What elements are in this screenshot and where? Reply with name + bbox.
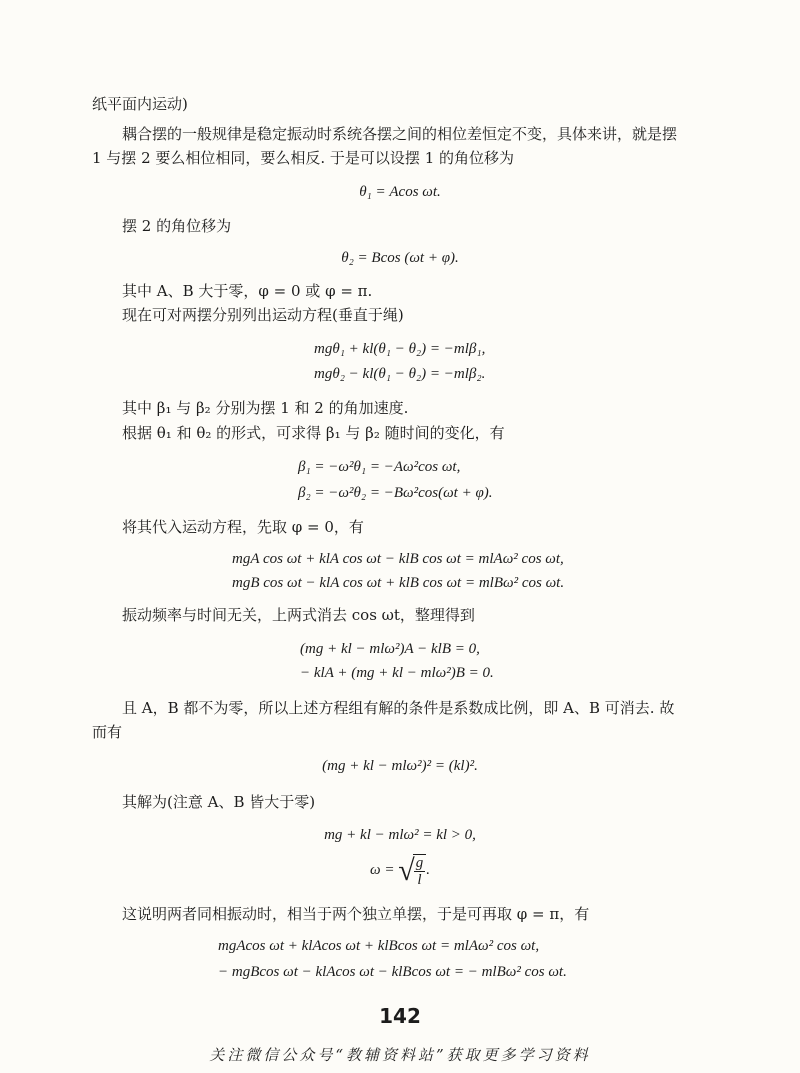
text-line: 现在可对两摆分别列出运动方程(垂直于绳) <box>122 306 404 324</box>
text-line: 将其代入运动方程，先取 φ = 0，有 <box>122 518 364 536</box>
text-line: 根据 θ₁ 和 θ₂ 的形式，可求得 β₁ 与 β₂ 随时间的变化，有 <box>122 424 505 442</box>
fraction-denominator: l <box>414 871 424 888</box>
equation: mgθ₁ + kl(θ₁ − θ₂) = −mlβ₁, <box>314 341 486 357</box>
fraction <box>413 854 427 888</box>
text-line: 这说明两者同相振动时，相当于两个独立单摆，于是可再取 φ = π，有 <box>122 905 590 923</box>
equation: θ₁ = Acos ωt. <box>359 184 441 200</box>
text-line: 其解为(注意 A、B 皆大于零) <box>122 793 316 811</box>
equation: mgθ₂ − kl(θ₁ − θ₂) = −mlβ₂. <box>314 366 486 382</box>
equation: θ₂ = Bcos (ωt + φ). <box>341 250 459 266</box>
equation: (mg + kl − mlω²)A − klB = 0, <box>300 641 480 657</box>
fraction-numerator: g <box>415 854 424 871</box>
footer-note: 关注微信公众号“教辅资料站”获取更多学习资料 <box>209 1046 591 1064</box>
paragraph-line: 耦合摆的一般规律是稳定振动时系统各摆之间的相位差恒定不变，具体来讲，就是摆 <box>122 125 678 143</box>
equation-end: . <box>426 862 430 878</box>
equation: mgAcos ωt + klAcos ωt + klBcos ωt = mlAω² cos ωt, <box>218 938 540 954</box>
equation-lhs: ω = <box>370 862 395 878</box>
paragraph-line: 而有 <box>92 723 123 741</box>
square-root <box>398 854 426 888</box>
equation: − klA + (mg + kl − mlω²)B = 0. <box>300 665 494 681</box>
radical-sign: √ <box>398 853 415 887</box>
page-number: 142 <box>379 1004 421 1028</box>
equation: mgA cos ωt + klA cos ωt − klB cos ωt = mlAω² cos ωt, <box>232 551 564 567</box>
paragraph-line: 1 与摆 2 要么相位相同，要么相反. 于是可以设摆 1 的角位移为 <box>92 149 515 167</box>
text-line: 振动频率与时间无关，上两式消去 cos ωt，整理得到 <box>122 606 475 624</box>
paragraph-line: 且 A，B 都不为零，所以上述方程组有解的条件是系数成比例，即 A、B 可消去. 故 <box>122 699 675 717</box>
equation-sqrt <box>0 852 800 888</box>
equation: mgB cos ωt − klA cos ωt + klB cos ωt = mlBω² cos ωt. <box>232 575 565 591</box>
text-line: 摆 2 的角位移为 <box>122 217 232 235</box>
text-line: 其中 A、B 大于零，φ = 0 或 φ = π. <box>122 282 373 300</box>
equation: − mgBcos ωt − klAcos ωt − klBcos ωt = − mlBω² cos ωt. <box>218 964 567 980</box>
text-line: 其中 β₁ 与 β₂ 分别为摆 1 和 2 的角加速度. <box>122 399 409 417</box>
text-line: 纸平面内运动) <box>92 95 188 113</box>
equation: β₂ = −ω²θ₂ = −Bω²cos(ωt + φ). <box>298 485 493 501</box>
equation: (mg + kl − mlω²)² = (kl)². <box>322 758 478 774</box>
equation: β₁ = −ω²θ₁ = −Aω²cos ωt, <box>298 459 461 475</box>
equation: mg + kl − mlω² = kl > 0, <box>324 827 476 843</box>
